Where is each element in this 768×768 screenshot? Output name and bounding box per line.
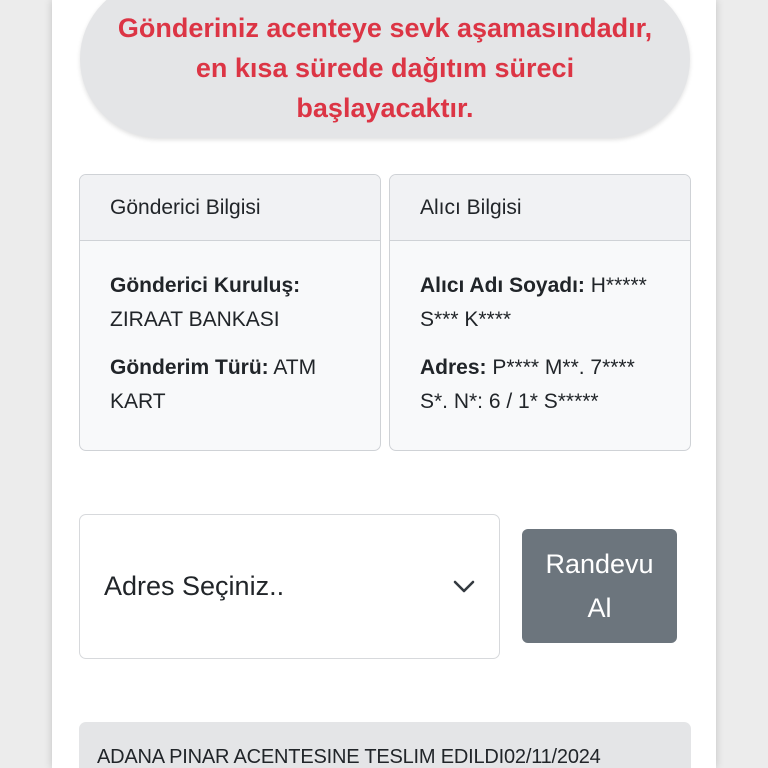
sender-info-card	[79, 174, 381, 451]
sender-institution-value: ZIRAAT BANKASI	[110, 308, 280, 331]
sender-institution	[110, 269, 350, 337]
status-banner	[80, 0, 690, 138]
appointment-button[interactable]: Randevu Al	[522, 529, 677, 643]
receiver-card-body	[390, 241, 690, 419]
receiver-address	[420, 351, 660, 419]
tracking-page	[52, 0, 716, 768]
receiver-info-card	[389, 174, 691, 451]
status-message: Gönderiniz acenteye sevk aşamasındadır, en kısa sürede dağıtım süreci başlayacaktır.	[117, 13, 653, 123]
chevron-down-icon	[453, 580, 475, 594]
receiver-card-title: Alıcı Bilgisi	[390, 175, 690, 241]
receiver-address-value: P**** M**. 7**** S*. N*: 6 / 1* S*****	[420, 356, 635, 413]
receiver-name-value: H***** S*** K****	[420, 274, 647, 331]
shipment-type-label: Gönderim Türü:	[110, 356, 269, 379]
history-item: ADANA PINAR ACENTESINE TESLIM EDILDI02/11/2024	[79, 722, 691, 768]
address-select-value: Adres Seçiniz..	[104, 571, 285, 601]
sender-institution-label: Gönderici Kuruluş:	[110, 274, 301, 297]
receiver-name-label: Alıcı Adı Soyadı:	[420, 274, 585, 297]
receiver-name	[420, 269, 660, 337]
shipment-type-value: ATM KART	[110, 356, 317, 413]
shipment-type	[110, 351, 350, 419]
sender-card-title: Gönderici Bilgisi	[80, 175, 380, 241]
address-select[interactable]	[79, 514, 500, 659]
sender-card-body	[80, 241, 380, 419]
receiver-address-label: Adres:	[420, 356, 487, 379]
